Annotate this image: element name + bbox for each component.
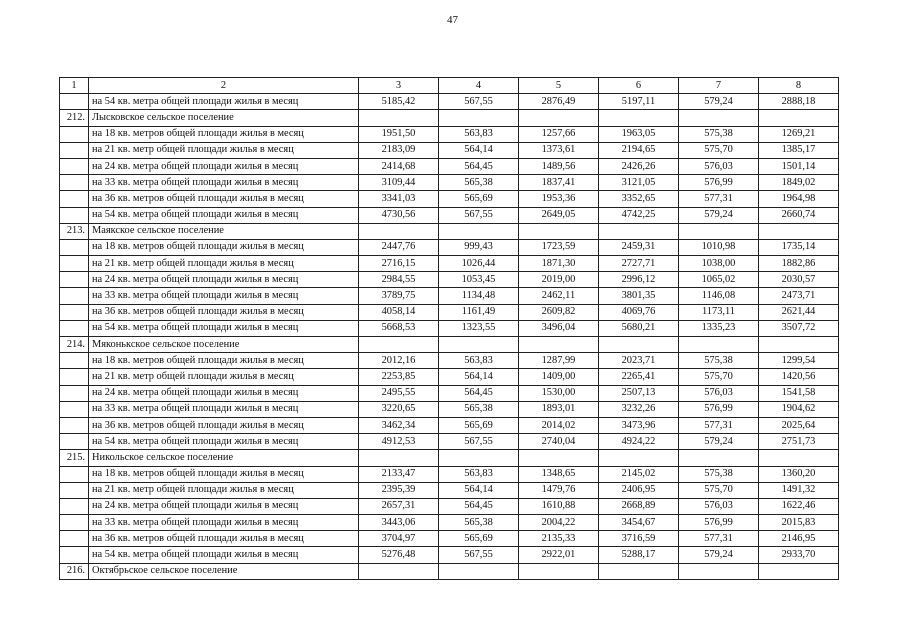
value-cell-col-5: 2019,00 <box>519 272 599 288</box>
row-label: на 21 кв. метр общей площади жилья в месяц <box>89 142 359 158</box>
empty-cell <box>60 434 89 450</box>
value-cell-col-6: 5197,11 <box>599 94 679 110</box>
table-row <box>60 207 839 223</box>
value-cell-col-4: 564,14 <box>439 369 519 385</box>
value-cell-col-3: 3789,75 <box>359 288 439 304</box>
row-label: на 33 кв. метра общей площади жилья в месяц <box>89 515 359 531</box>
table-row <box>60 239 839 255</box>
value-cell-col-4: 563,83 <box>439 466 519 482</box>
row-label: на 33 кв. метра общей площади жилья в месяц <box>89 401 359 417</box>
value-cell-col-6: 4924,22 <box>599 434 679 450</box>
value-cell-col-7: 575,70 <box>679 482 759 498</box>
section-name: Маякское сельское поселение <box>89 223 359 239</box>
table-row <box>60 369 839 385</box>
value-cell-col-7: 1038,00 <box>679 256 759 272</box>
value-cell-col-7: 576,99 <box>679 515 759 531</box>
empty-cell <box>60 304 89 320</box>
empty-cell <box>60 158 89 174</box>
empty-cell <box>439 223 519 239</box>
value-cell-col-3: 2495,55 <box>359 385 439 401</box>
empty-cell <box>60 191 89 207</box>
section-number: 213. <box>60 223 89 239</box>
empty-cell <box>60 466 89 482</box>
row-label: на 36 кв. метров общей площади жилья в месяц <box>89 417 359 433</box>
value-cell-col-6: 5288,17 <box>599 547 679 563</box>
empty-cell <box>60 385 89 401</box>
value-cell-col-4: 1134,48 <box>439 288 519 304</box>
row-label: на 21 кв. метр общей площади жилья в месяц <box>89 482 359 498</box>
empty-cell <box>759 110 839 126</box>
value-cell-col-8: 1299,54 <box>759 353 839 369</box>
value-cell-col-8: 1269,21 <box>759 126 839 142</box>
value-cell-col-8: 1964,98 <box>759 191 839 207</box>
value-cell-col-6: 2145,02 <box>599 466 679 482</box>
value-cell-col-3: 5668,53 <box>359 320 439 336</box>
value-cell-col-4: 567,55 <box>439 207 519 223</box>
value-cell-col-4: 564,45 <box>439 498 519 514</box>
value-cell-col-4: 567,55 <box>439 434 519 450</box>
row-label: на 21 кв. метр общей площади жилья в месяц <box>89 256 359 272</box>
value-cell-col-7: 577,31 <box>679 417 759 433</box>
value-cell-col-6: 3473,96 <box>599 417 679 433</box>
value-cell-col-5: 2014,02 <box>519 417 599 433</box>
value-cell-col-3: 2984,55 <box>359 272 439 288</box>
empty-cell <box>759 223 839 239</box>
value-cell-col-7: 1173,11 <box>679 304 759 320</box>
value-cell-col-3: 5276,48 <box>359 547 439 563</box>
value-cell-col-7: 576,03 <box>679 498 759 514</box>
value-cell-col-8: 2473,71 <box>759 288 839 304</box>
value-cell-col-4: 565,69 <box>439 531 519 547</box>
empty-cell <box>359 110 439 126</box>
value-cell-col-5: 1953,36 <box>519 191 599 207</box>
empty-cell <box>759 563 839 579</box>
table-row <box>60 304 839 320</box>
section-number: 216. <box>60 563 89 579</box>
table-row <box>60 515 839 531</box>
value-cell-col-6: 2265,41 <box>599 369 679 385</box>
row-label: на 33 кв. метра общей площади жилья в месяц <box>89 175 359 191</box>
section-name: Лысковское сельское поселение <box>89 110 359 126</box>
value-cell-col-8: 1622,46 <box>759 498 839 514</box>
value-cell-col-3: 5185,42 <box>359 94 439 110</box>
empty-cell <box>359 337 439 353</box>
value-cell-col-8: 2888,18 <box>759 94 839 110</box>
empty-cell <box>60 256 89 272</box>
table-row <box>60 320 839 336</box>
value-cell-col-4: 565,38 <box>439 175 519 191</box>
value-cell-col-3: 2447,76 <box>359 239 439 255</box>
value-cell-col-8: 1541,58 <box>759 385 839 401</box>
row-label: на 36 кв. метров общей площади жилья в месяц <box>89 531 359 547</box>
row-label: на 24 кв. метра общей площади жилья в месяц <box>89 498 359 514</box>
empty-cell <box>60 94 89 110</box>
page-number: 47 <box>447 14 458 26</box>
section-number: 212. <box>60 110 89 126</box>
value-cell-col-4: 567,55 <box>439 94 519 110</box>
value-cell-col-5: 2876,49 <box>519 94 599 110</box>
value-cell-col-7: 575,38 <box>679 126 759 142</box>
section-row <box>60 563 839 579</box>
table-row <box>60 482 839 498</box>
table-body <box>60 78 839 580</box>
empty-cell <box>60 353 89 369</box>
value-cell-col-3: 1951,50 <box>359 126 439 142</box>
value-cell-col-6: 3716,59 <box>599 531 679 547</box>
value-cell-col-5: 1348,65 <box>519 466 599 482</box>
empty-cell <box>359 223 439 239</box>
table-row <box>60 547 839 563</box>
value-cell-col-5: 3496,04 <box>519 320 599 336</box>
value-cell-col-8: 2660,74 <box>759 207 839 223</box>
value-cell-col-7: 579,24 <box>679 547 759 563</box>
value-cell-col-3: 2395,39 <box>359 482 439 498</box>
empty-cell <box>439 110 519 126</box>
row-label: на 21 кв. метр общей площади жилья в месяц <box>89 369 359 385</box>
column-header-3: 3 <box>359 78 439 94</box>
section-name: Никольское сельское поселение <box>89 450 359 466</box>
section-name: Мяконькское сельское поселение <box>89 337 359 353</box>
value-cell-col-6: 2023,71 <box>599 353 679 369</box>
table-row <box>60 126 839 142</box>
table-row <box>60 175 839 191</box>
empty-cell <box>60 239 89 255</box>
value-cell-col-8: 2025,64 <box>759 417 839 433</box>
value-cell-col-3: 2414,68 <box>359 158 439 174</box>
empty-cell <box>439 563 519 579</box>
value-cell-col-5: 2740,04 <box>519 434 599 450</box>
table-row <box>60 401 839 417</box>
tariff-table <box>59 77 839 580</box>
value-cell-col-6: 2406,95 <box>599 482 679 498</box>
value-cell-col-6: 2668,89 <box>599 498 679 514</box>
empty-cell <box>599 223 679 239</box>
value-cell-col-6: 3121,05 <box>599 175 679 191</box>
value-cell-col-4: 1053,45 <box>439 272 519 288</box>
value-cell-col-4: 1161,49 <box>439 304 519 320</box>
empty-cell <box>60 142 89 158</box>
value-cell-col-6: 3454,67 <box>599 515 679 531</box>
empty-cell <box>599 337 679 353</box>
section-row <box>60 110 839 126</box>
empty-cell <box>359 450 439 466</box>
value-cell-col-7: 575,70 <box>679 142 759 158</box>
table-row <box>60 353 839 369</box>
value-cell-col-5: 1409,00 <box>519 369 599 385</box>
value-cell-col-8: 1420,56 <box>759 369 839 385</box>
column-header-2: 2 <box>89 78 359 94</box>
column-header-1: 1 <box>60 78 89 94</box>
value-cell-col-4: 565,69 <box>439 191 519 207</box>
value-cell-col-3: 4058,14 <box>359 304 439 320</box>
row-label: на 18 кв. метров общей площади жилья в месяц <box>89 353 359 369</box>
value-cell-col-5: 1287,99 <box>519 353 599 369</box>
value-cell-col-5: 2649,05 <box>519 207 599 223</box>
empty-cell <box>60 320 89 336</box>
empty-cell <box>519 450 599 466</box>
value-cell-col-5: 1610,88 <box>519 498 599 514</box>
value-cell-col-7: 576,03 <box>679 158 759 174</box>
column-header-5: 5 <box>519 78 599 94</box>
empty-cell <box>60 417 89 433</box>
empty-cell <box>679 337 759 353</box>
value-cell-col-3: 2716,15 <box>359 256 439 272</box>
value-cell-col-5: 1257,66 <box>519 126 599 142</box>
empty-cell <box>759 450 839 466</box>
value-cell-col-8: 2933,70 <box>759 547 839 563</box>
value-cell-col-8: 1849,02 <box>759 175 839 191</box>
value-cell-col-3: 2253,85 <box>359 369 439 385</box>
row-label: на 24 кв. метра общей площади жилья в месяц <box>89 385 359 401</box>
value-cell-col-6: 1963,05 <box>599 126 679 142</box>
row-label: на 54 кв. метра общей площади жилья в месяц <box>89 94 359 110</box>
value-cell-col-5: 2004,22 <box>519 515 599 531</box>
row-label: на 18 кв. метров общей площади жилья в месяц <box>89 239 359 255</box>
table-row <box>60 498 839 514</box>
value-cell-col-3: 3462,34 <box>359 417 439 433</box>
value-cell-col-5: 1837,41 <box>519 175 599 191</box>
value-cell-col-6: 2459,31 <box>599 239 679 255</box>
value-cell-col-6: 3232,26 <box>599 401 679 417</box>
value-cell-col-8: 2621,44 <box>759 304 839 320</box>
empty-cell <box>679 450 759 466</box>
value-cell-col-8: 1904,62 <box>759 401 839 417</box>
value-cell-col-4: 564,14 <box>439 482 519 498</box>
value-cell-col-8: 3507,72 <box>759 320 839 336</box>
value-cell-col-3: 3341,03 <box>359 191 439 207</box>
value-cell-col-7: 576,03 <box>679 385 759 401</box>
value-cell-col-4: 999,43 <box>439 239 519 255</box>
table-row <box>60 158 839 174</box>
value-cell-col-5: 2462,11 <box>519 288 599 304</box>
row-label: на 54 кв. метра общей площади жилья в месяц <box>89 547 359 563</box>
column-header-8: 8 <box>759 78 839 94</box>
value-cell-col-3: 2012,16 <box>359 353 439 369</box>
empty-cell <box>60 288 89 304</box>
empty-cell <box>60 498 89 514</box>
value-cell-col-3: 3443,06 <box>359 515 439 531</box>
row-label: на 36 кв. метров общей площади жилья в месяц <box>89 304 359 320</box>
value-cell-col-6: 3352,65 <box>599 191 679 207</box>
empty-cell <box>679 110 759 126</box>
value-cell-col-5: 2922,01 <box>519 547 599 563</box>
table-row <box>60 272 839 288</box>
table-header-row <box>60 78 839 94</box>
value-cell-col-6: 4742,25 <box>599 207 679 223</box>
empty-cell <box>60 547 89 563</box>
value-cell-col-8: 2030,57 <box>759 272 839 288</box>
empty-cell <box>359 563 439 579</box>
table-row <box>60 466 839 482</box>
section-number: 214. <box>60 337 89 353</box>
empty-cell <box>60 369 89 385</box>
value-cell-col-7: 1010,98 <box>679 239 759 255</box>
empty-cell <box>679 563 759 579</box>
value-cell-col-5: 2609,82 <box>519 304 599 320</box>
value-cell-col-7: 579,24 <box>679 94 759 110</box>
value-cell-col-4: 567,55 <box>439 547 519 563</box>
value-cell-col-4: 565,69 <box>439 417 519 433</box>
value-cell-col-8: 2015,83 <box>759 515 839 531</box>
empty-cell <box>60 207 89 223</box>
empty-cell <box>60 272 89 288</box>
row-label: на 18 кв. метров общей площади жилья в месяц <box>89 126 359 142</box>
value-cell-col-5: 1530,00 <box>519 385 599 401</box>
empty-cell <box>60 401 89 417</box>
empty-cell <box>60 515 89 531</box>
value-cell-col-4: 564,14 <box>439 142 519 158</box>
value-cell-col-8: 1360,20 <box>759 466 839 482</box>
value-cell-col-8: 1735,14 <box>759 239 839 255</box>
value-cell-col-8: 1491,32 <box>759 482 839 498</box>
column-header-6: 6 <box>599 78 679 94</box>
value-cell-col-5: 1893,01 <box>519 401 599 417</box>
value-cell-col-8: 2751,73 <box>759 434 839 450</box>
value-cell-col-6: 2426,26 <box>599 158 679 174</box>
table-row <box>60 417 839 433</box>
value-cell-col-4: 564,45 <box>439 158 519 174</box>
value-cell-col-3: 2657,31 <box>359 498 439 514</box>
value-cell-col-6: 3801,35 <box>599 288 679 304</box>
value-cell-col-7: 579,24 <box>679 434 759 450</box>
value-cell-col-5: 1723,59 <box>519 239 599 255</box>
value-cell-col-7: 575,38 <box>679 466 759 482</box>
row-label: на 54 кв. метра общей площади жилья в месяц <box>89 207 359 223</box>
table-row <box>60 191 839 207</box>
section-row <box>60 223 839 239</box>
value-cell-col-3: 4912,53 <box>359 434 439 450</box>
row-label: на 24 кв. метра общей площади жилья в месяц <box>89 272 359 288</box>
value-cell-col-6: 2996,12 <box>599 272 679 288</box>
empty-cell <box>759 337 839 353</box>
empty-cell <box>599 563 679 579</box>
table-row <box>60 94 839 110</box>
table-row <box>60 531 839 547</box>
value-cell-col-8: 1882,86 <box>759 256 839 272</box>
table-row <box>60 288 839 304</box>
empty-cell <box>519 110 599 126</box>
value-cell-col-4: 1323,55 <box>439 320 519 336</box>
row-label: на 54 кв. метра общей площади жилья в месяц <box>89 320 359 336</box>
empty-cell <box>439 337 519 353</box>
value-cell-col-7: 577,31 <box>679 531 759 547</box>
value-cell-col-3: 4730,56 <box>359 207 439 223</box>
value-cell-col-4: 565,38 <box>439 401 519 417</box>
value-cell-col-6: 4069,76 <box>599 304 679 320</box>
row-label: на 33 кв. метра общей площади жилья в месяц <box>89 288 359 304</box>
value-cell-col-7: 576,99 <box>679 401 759 417</box>
value-cell-col-5: 2135,33 <box>519 531 599 547</box>
empty-cell <box>599 450 679 466</box>
table-row <box>60 142 839 158</box>
empty-cell <box>439 450 519 466</box>
value-cell-col-6: 5680,21 <box>599 320 679 336</box>
value-cell-col-4: 563,83 <box>439 126 519 142</box>
value-cell-col-7: 575,38 <box>679 353 759 369</box>
column-header-7: 7 <box>679 78 759 94</box>
empty-cell <box>60 175 89 191</box>
table-row <box>60 385 839 401</box>
value-cell-col-8: 1385,17 <box>759 142 839 158</box>
section-row <box>60 450 839 466</box>
empty-cell <box>519 337 599 353</box>
table-row <box>60 434 839 450</box>
empty-cell <box>679 223 759 239</box>
value-cell-col-7: 577,31 <box>679 191 759 207</box>
value-cell-col-6: 2194,65 <box>599 142 679 158</box>
empty-cell <box>519 563 599 579</box>
value-cell-col-7: 1065,02 <box>679 272 759 288</box>
empty-cell <box>60 482 89 498</box>
row-label: на 18 кв. метров общей площади жилья в месяц <box>89 466 359 482</box>
value-cell-col-7: 1335,23 <box>679 320 759 336</box>
value-cell-col-4: 1026,44 <box>439 256 519 272</box>
value-cell-col-5: 1479,76 <box>519 482 599 498</box>
value-cell-col-7: 576,99 <box>679 175 759 191</box>
row-label: на 24 кв. метра общей площади жилья в месяц <box>89 158 359 174</box>
value-cell-col-5: 1373,61 <box>519 142 599 158</box>
value-cell-col-4: 564,45 <box>439 385 519 401</box>
section-row <box>60 337 839 353</box>
value-cell-col-3: 2133,47 <box>359 466 439 482</box>
value-cell-col-4: 563,83 <box>439 353 519 369</box>
value-cell-col-3: 3704,97 <box>359 531 439 547</box>
value-cell-col-5: 1489,56 <box>519 158 599 174</box>
value-cell-col-4: 565,38 <box>439 515 519 531</box>
value-cell-col-8: 2146,95 <box>759 531 839 547</box>
value-cell-col-3: 3109,44 <box>359 175 439 191</box>
value-cell-col-5: 1871,30 <box>519 256 599 272</box>
table-row <box>60 256 839 272</box>
empty-cell <box>599 110 679 126</box>
value-cell-col-7: 579,24 <box>679 207 759 223</box>
section-number: 215. <box>60 450 89 466</box>
value-cell-col-7: 1146,08 <box>679 288 759 304</box>
row-label: на 36 кв. метров общей площади жилья в месяц <box>89 191 359 207</box>
value-cell-col-7: 575,70 <box>679 369 759 385</box>
value-cell-col-6: 2507,13 <box>599 385 679 401</box>
section-name: Октябрьское сельское поселение <box>89 563 359 579</box>
column-header-4: 4 <box>439 78 519 94</box>
empty-cell <box>60 531 89 547</box>
row-label: на 54 кв. метра общей площади жилья в месяц <box>89 434 359 450</box>
empty-cell <box>519 223 599 239</box>
value-cell-col-8: 1501,14 <box>759 158 839 174</box>
value-cell-col-3: 3220,65 <box>359 401 439 417</box>
empty-cell <box>60 126 89 142</box>
value-cell-col-6: 2727,71 <box>599 256 679 272</box>
value-cell-col-3: 2183,09 <box>359 142 439 158</box>
